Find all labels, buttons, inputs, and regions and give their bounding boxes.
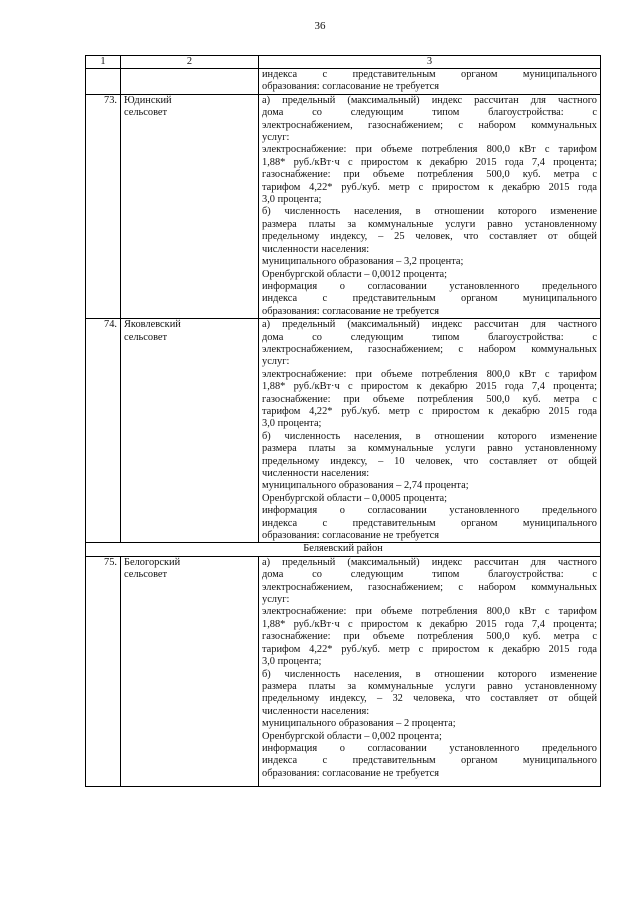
text-line: электроснабжение: при объеме потребления 800,0 кВт с тарифом (262, 368, 597, 380)
settlement-name-line: сельсовет (124, 569, 168, 581)
settlement-name-line: Юдинский (124, 94, 172, 106)
text-line: численности населения: (262, 243, 370, 255)
header-col-2: 2 (121, 56, 259, 69)
text-line: индекса с представительным органом муниципального (262, 517, 597, 529)
row-text (259, 319, 601, 543)
text-line: дома со следующим типом благоустройства: с (262, 331, 597, 343)
text-line: электроснабжение: при объеме потребления 800,0 кВт с тарифом (262, 606, 597, 618)
settlement-name-line: Яковлевский (124, 319, 181, 331)
text-line: индекса с представительным органом муниципального (262, 69, 597, 80)
continuation-text-cell (259, 69, 601, 95)
row-text (259, 556, 601, 786)
text-line: электроснабжением, газоснабжением; с набором коммунальных (262, 581, 597, 593)
text-line: услуг: (262, 132, 290, 144)
table-row (86, 94, 601, 318)
text-line: дома со следующим типом благоустройства: с (262, 569, 597, 581)
row-text (259, 94, 601, 318)
text-line: образования: согласование не требуется (262, 767, 440, 779)
text-line: а) предельный (максимальный) индекс рассчитан для частного (262, 556, 597, 568)
text-line: б) численность населения, в отношении которого изменение (262, 206, 597, 218)
page-number: 36 (314, 20, 326, 32)
settlement-name-line: сельсовет (124, 107, 168, 119)
text-line: электроснабжение: при объеме потребления 800,0 кВт с тарифом (262, 144, 597, 156)
text-line: предельному индексу, – 25 человек, что составляет от общей (262, 231, 597, 243)
text-line: Оренбургской области – 0,0005 процента; (262, 492, 448, 504)
text-line: 1,88* руб./кВт·ч с приростом к декабрю 2015 года 7,4 процента; (262, 156, 597, 168)
text-line: б) численность населения, в отношении которого изменение (262, 430, 597, 442)
continuation-number-cell (86, 69, 121, 95)
text-line: 3,0 процента; (262, 418, 322, 430)
text-line: размера платы за коммунальные услуги равно установленному (262, 443, 597, 455)
text-line: б) численность населения, в отношении которого изменение (262, 668, 597, 680)
text-line: 1,88* руб./кВт·ч с приростом к декабрю 2015 года 7,4 процента; (262, 381, 597, 393)
text-line: 3,0 процента; (262, 194, 322, 206)
table-row (86, 319, 601, 543)
settlement-name (121, 556, 259, 786)
text-line: предельному индексу, – 10 человек, что составляет от общей (262, 455, 597, 467)
text-line: Оренбургской области – 0,002 процента; (262, 730, 442, 742)
text-line: численности населения: (262, 705, 370, 717)
row-number: 75. (86, 556, 121, 786)
district-heading: Беляевский район (86, 543, 601, 556)
text-line: размера платы за коммунальные услуги равно установленному (262, 218, 597, 230)
text-line: размера платы за коммунальные услуги равно установленному (262, 680, 597, 692)
text-line: информация о согласовании установленного предельного (262, 742, 597, 754)
text-line: образования: согласование не требуется (262, 305, 440, 317)
text-line: образования: согласование не требуется (262, 530, 440, 542)
header-col-1: 1 (86, 56, 121, 69)
text-line: образования: согласование не требуется (262, 81, 440, 93)
text-line: услуг: (262, 594, 290, 606)
text-line: тарифом 4,22* руб./куб. метр с приростом к декабрю 2015 года (262, 405, 597, 417)
text-line: а) предельный (максимальный) индекс рассчитан для частного (262, 319, 597, 331)
text-line: муниципального образования – 3,2 процента; (262, 256, 464, 268)
text-line: информация о согласовании установленного предельного (262, 505, 597, 517)
text-line: услуг: (262, 356, 290, 368)
header-col-3: 3 (259, 56, 601, 69)
continuation-name-cell (121, 69, 259, 95)
row-number: 73. (86, 94, 121, 318)
text-line: газоснабжение: при объеме потребления 500,0 куб. метра с (262, 393, 597, 405)
text-line: газоснабжение: при объеме потребления 500,0 куб. метра с (262, 169, 597, 181)
text-line: 3,0 процента; (262, 656, 322, 668)
table-row (86, 556, 601, 786)
settlement-name (121, 94, 259, 318)
cell-bottom-spacer (262, 780, 597, 786)
text-line: 1,88* руб./кВт·ч с приростом к декабрю 2015 года 7,4 процента; (262, 618, 597, 630)
settlement-name-line: сельсовет (124, 331, 168, 343)
text-line: тарифом 4,22* руб./куб. метр с приростом к декабрю 2015 года (262, 643, 597, 655)
row-number: 74. (86, 319, 121, 543)
text-line: предельному индексу, – 32 человека, что составляет от общей (262, 693, 597, 705)
text-line: электроснабжением, газоснабжением; с набором коммунальных (262, 119, 597, 131)
district-row (86, 543, 601, 556)
text-line: муниципального образования – 2 процента; (262, 718, 456, 730)
text-line: индекса с представительным органом муниципального (262, 293, 597, 305)
text-line: муниципального образования – 2,74 процента; (262, 480, 469, 492)
settlement-name-line: Белогорский (124, 556, 181, 568)
text-line: газоснабжение: при объеме потребления 500,0 куб. метра с (262, 631, 597, 643)
document-table (85, 55, 601, 787)
header-row (86, 56, 601, 69)
settlement-name (121, 319, 259, 543)
text-line: численности населения: (262, 468, 370, 479)
text-line: электроснабжением, газоснабжением; с набором коммунальных (262, 343, 597, 355)
text-line: а) предельный (максимальный) индекс рассчитан для частного (262, 94, 597, 106)
continuation-row (86, 69, 601, 95)
text-line: индекса с представительным органом муниципального (262, 755, 597, 767)
text-line: информация о согласовании установленного предельного (262, 280, 597, 292)
text-line: Оренбургской области – 0,0012 процента; (262, 268, 448, 280)
text-line: тарифом 4,22* руб./куб. метр с приростом к декабрю 2015 года (262, 181, 597, 193)
text-line: дома со следующим типом благоустройства: с (262, 107, 597, 119)
